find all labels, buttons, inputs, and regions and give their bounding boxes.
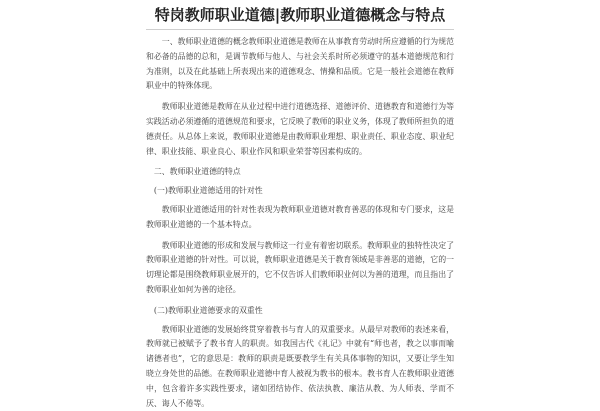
section-heading-features: 二、教师职业道德的特点: [153, 167, 241, 177]
subheading-duality: (二)教师职业道德要求的双重性: [153, 305, 263, 315]
paragraph-definition: 一、教师职业道德的概念教师职业道德是教师在从事教育劳动时所应遵循的行为规范和必备的品德的总和，是调节教师与他人、与社会关系时所必须遵守的基本道德规范和行为准则，以及在此基础上所表现出来的道德观念、情操和品质。它是一般社会道德在教师职业中的特殊体现。: [146, 37, 454, 91]
article-body: [146, 35, 454, 411]
page-title: 特岗教师职业道德|教师职业道德概念与特点: [154, 6, 446, 24]
paragraph-practice: 教师职业道德是教师在从业过程中进行道德选择、道德评价、道德教育和道德行为等实践活动必须遵循的道德规范和要求，它反映了教师的职业义务，体现了教师所担负的道德责任。从总体上来说，教师职业道德是由教师职业理想、职业责任、职业态度、职业纪律、职业技能、职业良心、职业作风和职业荣誉等因素构成的。: [146, 102, 454, 156]
subheading-pertinence: (一)教师职业道德适用的针对性: [153, 186, 263, 196]
paragraph-pertinence: 教师职业道德适用的针对性表现为教师职业道德对教育善恶的体现和专门要求，这是教师职业道德的一个基本特点。: [146, 204, 454, 229]
paragraph-formation: 教师职业道德的形成和发展与教师这一行业有着密切联系。教师职业的独特性决定了教师职业道德的针对性。可以说，教师职业道德是关于教育领域是非善恶的道德，它的一切理论都是围绕教师职业展开的，它不仅告诉人们教师职业何以为善的道理，而且指出了教师职业如何为善的途径。: [146, 240, 454, 294]
title-divider: [146, 29, 454, 30]
paragraph-duality: 教师职业道德的发展始终贯穿着教书与育人的双重要求。从最早对教师的表述来看，教师就已被赋予了教书育人的职责。如我国古代《礼记》中就有“师也者，教之以事而喻诸德者也”，它的意思是：教师的职责是既要教学生有关具体事物的知识，又要让学生知晓立身处世的品德。在教师职业道德中育人被视为教书的根本。教书育人在教师职业道德中，包含着许多实践性要求，诸如团结协作、依法执教、廉洁从教、为人师表、学而不厌、诲人不倦等。: [146, 324, 454, 408]
